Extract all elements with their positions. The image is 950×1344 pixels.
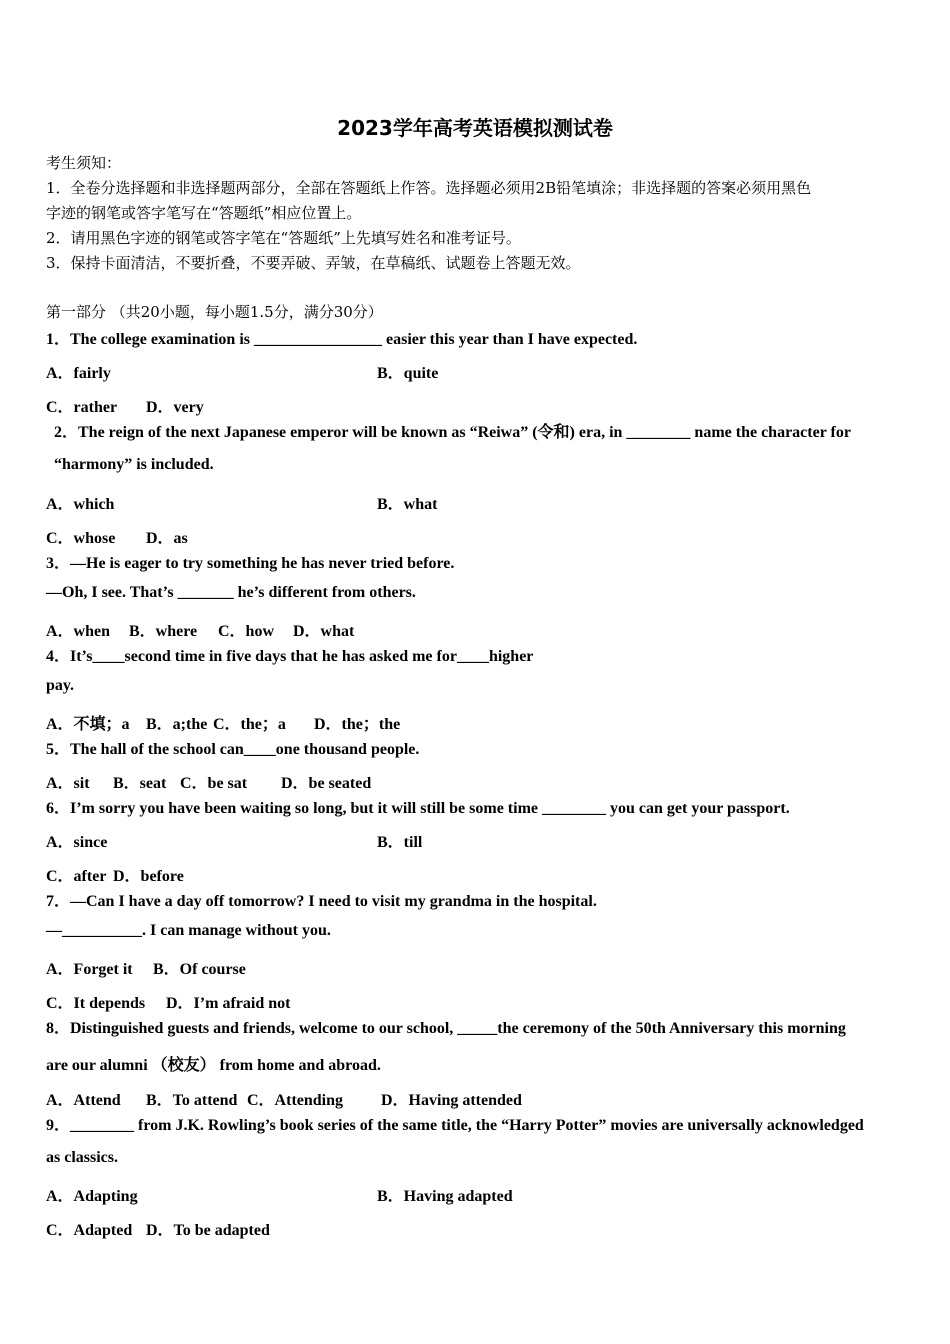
- option-c[interactable]: C．Adapted: [46, 1222, 133, 1239]
- question-stem: 5．The hall of the school can____one thousand people.: [46, 741, 420, 758]
- question-stem: 7．—Can I have a day off tomorrow? I need to visit my grandma in the hospital.: [46, 893, 597, 910]
- option-c[interactable]: C．rather: [46, 399, 118, 416]
- question-stem-cont: pay.: [46, 677, 75, 694]
- option-a[interactable]: A．Adapting: [46, 1188, 138, 1205]
- question-stem: 8．Distinguished guests and friends, welcome to our school, _____the ceremony of the 50th Anniversary this morning: [46, 1020, 846, 1037]
- option-d[interactable]: D．the；the: [314, 716, 401, 733]
- option-b[interactable]: B．To attend: [146, 1092, 238, 1109]
- question-stem: 3．—He is eager to try something he has never tried before.: [46, 555, 455, 572]
- option-a[interactable]: A．Attend: [46, 1092, 121, 1109]
- section-heading: 第一部分 （共20小题，每小题1.5分，满分30分）: [46, 303, 383, 321]
- option-c[interactable]: C．after: [46, 868, 107, 885]
- option-d[interactable]: D．very: [146, 399, 204, 416]
- notice-item: 2．请用黑色字迹的钢笔或答字笔在“答题纸”上先填写姓名和准考证号。: [46, 229, 521, 247]
- option-d[interactable]: D．before: [113, 868, 184, 885]
- option-d[interactable]: D．as: [146, 530, 188, 547]
- option-b[interactable]: B．quite: [377, 365, 439, 382]
- option-c[interactable]: C．It depends: [46, 995, 146, 1012]
- question-stem: 9．________ from J.K. Rowling’s book series of the same title, the “Harry Potter” movies are universally acknowledged: [46, 1117, 864, 1134]
- option-a[interactable]: A．sit: [46, 775, 90, 792]
- option-b[interactable]: B．where: [129, 623, 198, 640]
- option-d[interactable]: D．be seated: [281, 775, 372, 792]
- option-a[interactable]: A．when: [46, 623, 111, 640]
- option-a[interactable]: A．Forget it: [46, 961, 133, 978]
- notice-item: 1．全卷分选择题和非选择题两部分，全部在答题纸上作答。选择题必须用2B铅笔填涂；非选择题的答案必须用黑色: [46, 179, 812, 197]
- option-b[interactable]: B．what: [377, 496, 438, 513]
- question-stem-cont: —Oh, I see. That’s _______ he’s different from others.: [46, 584, 416, 601]
- option-c[interactable]: C．how: [218, 623, 275, 640]
- question-stem-cont: as classics.: [46, 1149, 118, 1166]
- option-d[interactable]: D．what: [293, 623, 355, 640]
- option-c[interactable]: C．the；a: [213, 716, 286, 733]
- option-a[interactable]: A．since: [46, 834, 108, 851]
- question-stem: 2．The reign of the next Japanese emperor will be known as “Reiwa” (令和) era, in ________ name the character for: [54, 424, 851, 441]
- option-c[interactable]: C．whose: [46, 530, 116, 547]
- option-b[interactable]: B．Having adapted: [377, 1188, 513, 1205]
- question-stem-cont: “harmony” is included.: [54, 456, 214, 473]
- option-d[interactable]: D．Having attended: [381, 1092, 522, 1109]
- question-stem-cont: are our alumni （校友） from home and abroad.: [46, 1057, 381, 1074]
- notice-item: 3．保持卡面清洁，不要折叠，不要弄破、弄皱，在草稿纸、试题卷上答题无效。: [46, 254, 581, 272]
- question-stem-cont: —__________. I can manage without you.: [46, 922, 331, 939]
- option-c[interactable]: C．Attending: [247, 1092, 344, 1109]
- option-d[interactable]: D．To be adapted: [146, 1222, 270, 1239]
- option-b[interactable]: B．seat: [113, 775, 167, 792]
- option-b[interactable]: B．Of course: [153, 961, 246, 978]
- page-title: 2023学年高考英语模拟测试卷: [337, 116, 613, 140]
- question-stem: 1．The college examination is ________________ easier this year than I have expected.: [46, 331, 638, 348]
- notice-heading: 考生须知：: [46, 154, 122, 172]
- notice-item: 字迹的钢笔或答字笔写在“答题纸”相应位置上。: [46, 204, 362, 222]
- option-d[interactable]: D．I’m afraid not: [166, 995, 291, 1012]
- question-stem: 4．It’s____second time in five days that he has asked me for____higher: [46, 648, 534, 665]
- option-b[interactable]: B．a;the: [146, 716, 208, 733]
- option-c[interactable]: C．be sat: [180, 775, 248, 792]
- option-a[interactable]: A．which: [46, 496, 115, 513]
- option-b[interactable]: B．till: [377, 834, 423, 851]
- option-a[interactable]: A．fairly: [46, 365, 111, 382]
- option-a[interactable]: A．不填；a: [46, 716, 130, 733]
- question-stem: 6．I’m sorry you have been waiting so long, but it will still be some time ________ you can get your passport.: [46, 800, 790, 817]
